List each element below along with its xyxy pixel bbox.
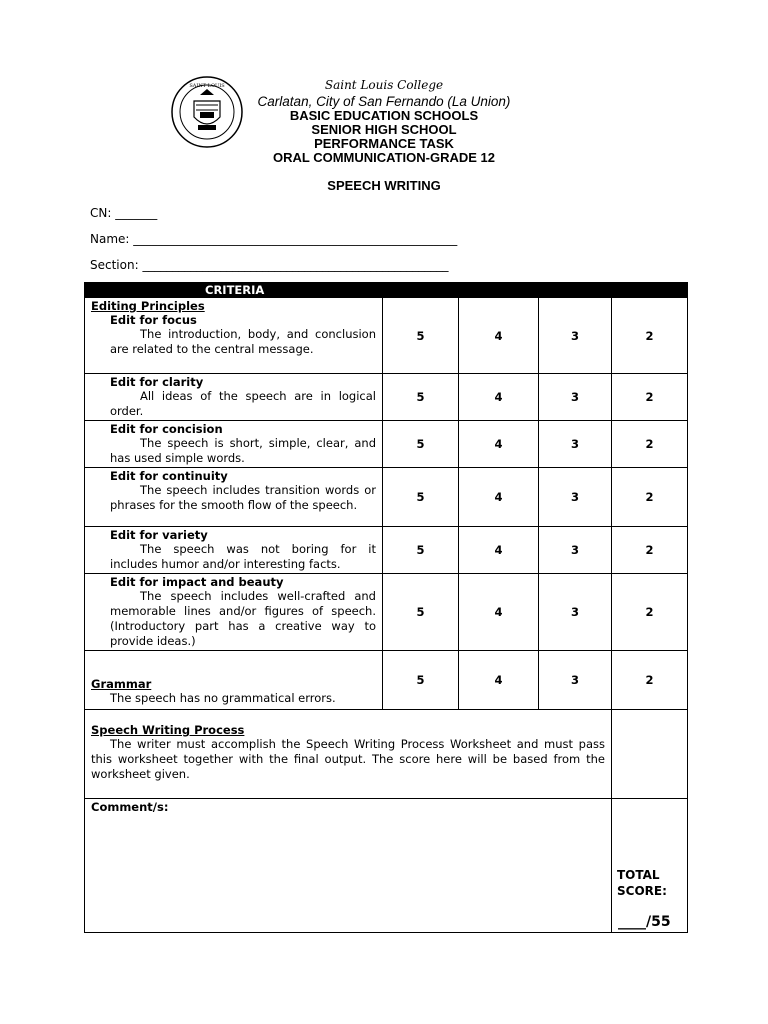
- table-row: [85, 374, 688, 421]
- criterion-title: Edit for continuity: [110, 469, 228, 483]
- score-5[interactable]: 5: [383, 527, 459, 574]
- criterion-title: Edit for impact and beauty: [110, 575, 284, 589]
- process-score-cell[interactable]: [612, 710, 688, 799]
- score-3[interactable]: 3: [539, 527, 612, 574]
- score-5[interactable]: 5: [383, 374, 459, 421]
- criterion-title: Edit for clarity: [110, 375, 204, 389]
- criterion-cell: [85, 574, 383, 651]
- score-4[interactable]: 4: [459, 374, 539, 421]
- score-5[interactable]: 5: [383, 421, 459, 468]
- section-field[interactable]: Section: ___________________________________________________: [90, 258, 449, 272]
- table-row: [85, 298, 688, 374]
- campus-address: Carlatan, City of San Fernando (La Union): [257, 94, 511, 109]
- score-2[interactable]: 2: [612, 421, 688, 468]
- criterion-description: The speech is short, simple, clear, and has used simple words.: [110, 436, 376, 465]
- criterion-description: The speech includes transition words or phrases for the smooth flow of the speech.: [110, 483, 376, 512]
- score-5[interactable]: 5: [383, 574, 459, 651]
- total-score-cell: [612, 799, 688, 933]
- score-2[interactable]: 2: [612, 298, 688, 374]
- score-2[interactable]: 2: [612, 468, 688, 527]
- total-score-value[interactable]: ____/55: [618, 914, 671, 930]
- score-4[interactable]: 4: [459, 574, 539, 651]
- table-row: [85, 421, 688, 468]
- criterion-cell: [85, 298, 383, 374]
- document-title: SPEECH WRITING: [327, 178, 441, 193]
- task-type: PERFORMANCE TASK: [314, 136, 454, 151]
- cn-field[interactable]: CN: _______: [90, 206, 158, 220]
- criterion-cell: [85, 527, 383, 574]
- school-level: SENIOR HIGH SCHOOL: [311, 122, 457, 137]
- score-3[interactable]: 3: [539, 374, 612, 421]
- process-cell: [85, 710, 612, 799]
- criterion-description: The speech includes well-crafted and memorable lines and/or figures of speech. (Introductory part has a creative way to provide ideas.): [110, 589, 376, 648]
- score-4[interactable]: 4: [459, 468, 539, 527]
- score-4[interactable]: 4: [459, 298, 539, 374]
- criterion-cell: [85, 374, 383, 421]
- score-2[interactable]: 2: [612, 574, 688, 651]
- criterion-description: The introduction, body, and conclusion are related to the central message.: [110, 327, 376, 356]
- criterion-cell: [85, 468, 383, 527]
- total-score-label: TOTAL SCORE:: [617, 868, 667, 898]
- score-4[interactable]: 4: [459, 421, 539, 468]
- table-row: [85, 527, 688, 574]
- criteria-header: CRITERIA: [85, 283, 688, 298]
- table-row: [85, 799, 688, 933]
- grammar-heading: Grammar: [91, 677, 152, 691]
- rubric-table: [84, 282, 688, 933]
- table-row: [85, 651, 688, 710]
- score-5[interactable]: 5: [383, 651, 459, 710]
- score-3[interactable]: 3: [539, 574, 612, 651]
- school-division: BASIC EDUCATION SCHOOLS: [289, 108, 479, 123]
- criterion-cell: [85, 421, 383, 468]
- score-2[interactable]: 2: [612, 374, 688, 421]
- college-name: Saint Louis College: [324, 78, 444, 92]
- comments-label: Comment/s:: [91, 800, 169, 814]
- criterion-title: Edit for focus: [110, 313, 197, 327]
- criterion-title: Edit for concision: [110, 422, 223, 436]
- score-4[interactable]: 4: [459, 651, 539, 710]
- table-row: [85, 468, 688, 527]
- criterion-description: All ideas of the speech are in logical order.: [110, 389, 376, 418]
- name-field[interactable]: Name: ______________________________________________________: [90, 232, 458, 246]
- table-row: [85, 574, 688, 651]
- criterion-title: Edit for variety: [110, 528, 208, 542]
- process-heading: Speech Writing Process: [91, 723, 245, 737]
- score-3[interactable]: 3: [539, 298, 612, 374]
- grammar-description: The speech has no grammatical errors.: [110, 691, 336, 705]
- comments-cell[interactable]: [85, 799, 612, 933]
- score-3[interactable]: 3: [539, 421, 612, 468]
- criterion-description: The speech was not boring for it includes humor and/or interesting facts.: [110, 542, 376, 571]
- process-description: The writer must accomplish the Speech Writing Process Worksheet and must pass this worksheet together with the final output. The score here will be based from the worksheet given.: [91, 737, 605, 781]
- editing-principles-heading: Editing Principles: [91, 299, 205, 313]
- score-2[interactable]: 2: [612, 651, 688, 710]
- subject-grade: ORAL COMMUNICATION-GRADE 12: [273, 150, 495, 165]
- criteria-header-row: [85, 283, 688, 298]
- grammar-cell: [85, 651, 383, 710]
- score-5[interactable]: 5: [383, 468, 459, 527]
- score-3[interactable]: 3: [539, 468, 612, 527]
- svg-text:SAINT LOUIS: SAINT LOUIS: [189, 83, 225, 89]
- score-3[interactable]: 3: [539, 651, 612, 710]
- score-5[interactable]: 5: [383, 298, 459, 374]
- score-2[interactable]: 2: [612, 527, 688, 574]
- table-row: [85, 710, 688, 799]
- score-4[interactable]: 4: [459, 527, 539, 574]
